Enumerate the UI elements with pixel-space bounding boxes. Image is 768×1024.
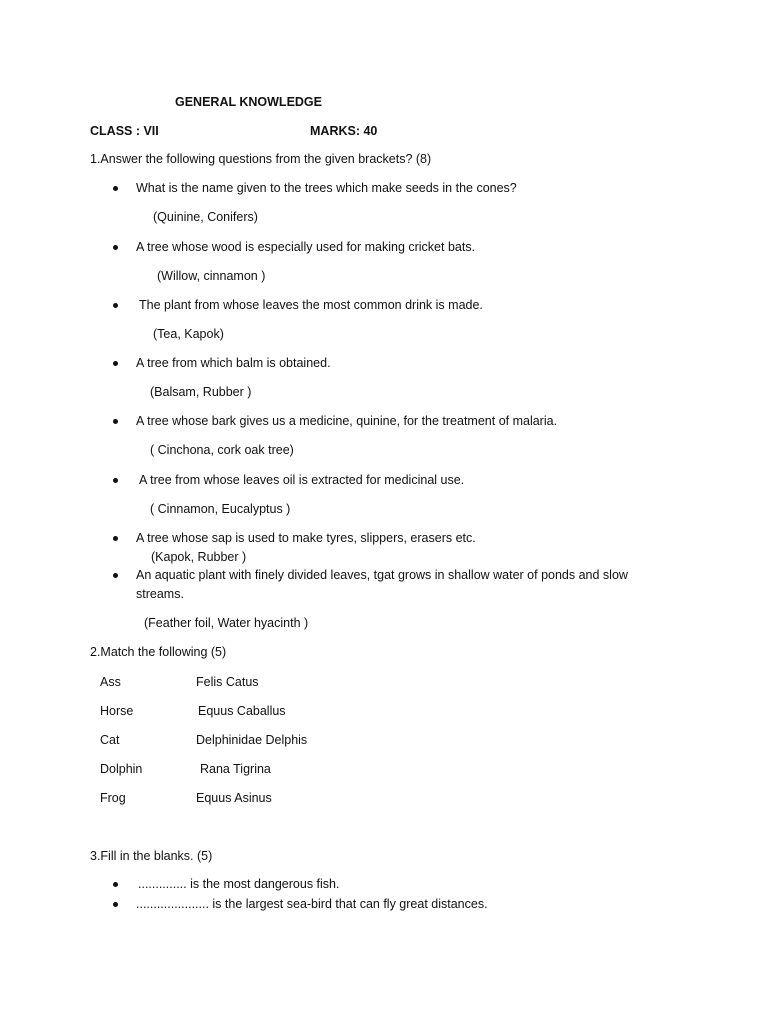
bullet-icon xyxy=(113,186,118,191)
q1-item-6-options: ( Cinnamon, Eucalyptus ) xyxy=(150,502,291,516)
match-left-item: Horse xyxy=(100,704,134,718)
match-right-item: Equus Caballus xyxy=(198,704,286,718)
bullet-icon xyxy=(113,419,118,424)
q2-heading: 2.Match the following (5) xyxy=(90,645,227,659)
q1-item-8-question-line1: An aquatic plant with finely divided leaves, tgat grows in shallow water of ponds and slow xyxy=(136,568,628,582)
match-right-item: Equus Asinus xyxy=(196,791,272,805)
q1-item-4-options: (Balsam, Rubber ) xyxy=(150,385,252,399)
q3-item-2: ..................... is the largest sea-bird that can fly great distances. xyxy=(136,897,488,911)
q1-item-8-question-line2: streams. xyxy=(136,587,184,601)
q1-item-2-options: (Willow, cinnamon ) xyxy=(157,269,266,283)
match-right-item: Delphinidae Delphis xyxy=(196,733,308,747)
q1-item-2-question: A tree whose wood is especially used for making cricket bats. xyxy=(136,240,476,254)
q1-item-5-options: ( Cinchona, cork oak tree) xyxy=(150,443,294,457)
q1-item-8-options: (Feather foil, Water hyacinth ) xyxy=(144,616,309,630)
q1-item-4-question: A tree from which balm is obtained. xyxy=(136,356,331,370)
match-left-item: Ass xyxy=(100,675,121,689)
q3-item-1: .............. is the most dangerous fish. xyxy=(138,877,340,891)
class-label: CLASS : VII xyxy=(90,124,159,138)
q1-item-7-options: (Kapok, Rubber ) xyxy=(151,550,247,564)
bullet-icon xyxy=(113,478,118,483)
q1-item-3-question: The plant from whose leaves the most common drink is made. xyxy=(139,298,483,312)
bullet-icon xyxy=(113,536,118,541)
match-left-item: Cat xyxy=(100,733,120,747)
bullet-icon xyxy=(113,573,118,578)
q1-item-6-question: A tree from whose leaves oil is extracted for medicinal use. xyxy=(139,473,465,487)
match-right-item: Felis Catus xyxy=(196,675,259,689)
bullet-icon xyxy=(113,303,118,308)
match-left-item: Dolphin xyxy=(100,762,143,776)
match-left-item: Frog xyxy=(100,791,126,805)
q1-item-1-options: (Quinine, Conifers) xyxy=(153,210,258,224)
bullet-icon xyxy=(113,882,118,887)
bullet-icon xyxy=(113,902,118,907)
q1-item-5-question: A tree whose bark gives us a medicine, quinine, for the treatment of malaria. xyxy=(136,414,558,428)
q1-item-1-question: What is the name given to the trees which make seeds in the cones? xyxy=(136,181,517,195)
q1-item-3-options: (Tea, Kapok) xyxy=(153,327,224,341)
bullet-icon xyxy=(113,361,118,366)
match-right-item: Rana Tigrina xyxy=(200,762,271,776)
bullet-icon xyxy=(113,245,118,250)
q1-heading: 1.Answer the following questions from the given brackets? (8) xyxy=(90,152,432,166)
document-title: GENERAL KNOWLEDGE xyxy=(175,95,322,109)
marks-label: MARKS: 40 xyxy=(310,124,378,138)
q3-heading: 3.Fill in the blanks. (5) xyxy=(90,849,213,863)
q1-item-7-question: A tree whose sap is used to make tyres, slippers, erasers etc. xyxy=(136,531,476,545)
